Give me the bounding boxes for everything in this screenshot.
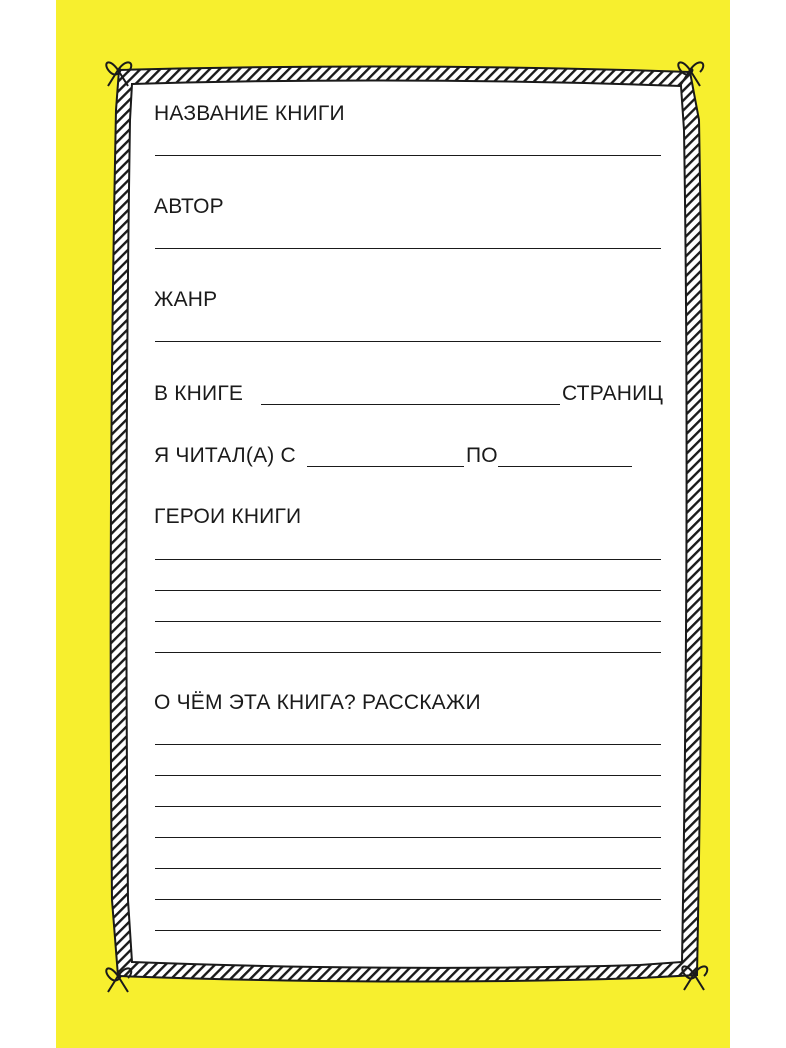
author-label: АВТОР (154, 195, 224, 218)
heroes-line[interactable] (155, 590, 661, 591)
pages-suffix-label: СТРАНИЦ (562, 382, 664, 405)
genre-label: ЖАНР (154, 288, 218, 311)
book-title-line[interactable] (155, 155, 661, 156)
read-from-label: Я ЧИТАЛ(А) С (154, 444, 296, 467)
read-to-line[interactable] (498, 466, 632, 467)
book-title-label: НАЗВАНИЕ КНИГИ (154, 102, 345, 125)
pages-prefix-label: В КНИГЕ (154, 382, 244, 405)
read-from-line[interactable] (307, 466, 464, 467)
about-line[interactable] (155, 806, 661, 807)
about-line[interactable] (155, 775, 661, 776)
pages-count-line[interactable] (261, 404, 560, 405)
about-line[interactable] (155, 744, 661, 745)
about-line[interactable] (155, 868, 661, 869)
genre-line[interactable] (155, 341, 661, 342)
author-line[interactable] (155, 248, 661, 249)
heroes-label: ГЕРОИ КНИГИ (154, 505, 302, 528)
about-line[interactable] (155, 930, 661, 931)
about-line[interactable] (155, 837, 661, 838)
heroes-line[interactable] (155, 652, 661, 653)
heroes-line[interactable] (155, 559, 661, 560)
read-to-label: ПО (466, 444, 498, 467)
heroes-line[interactable] (155, 621, 661, 622)
about-label: О ЧЁМ ЭТА КНИГА? РАССКАЖИ (154, 691, 481, 714)
about-line[interactable] (155, 899, 661, 900)
